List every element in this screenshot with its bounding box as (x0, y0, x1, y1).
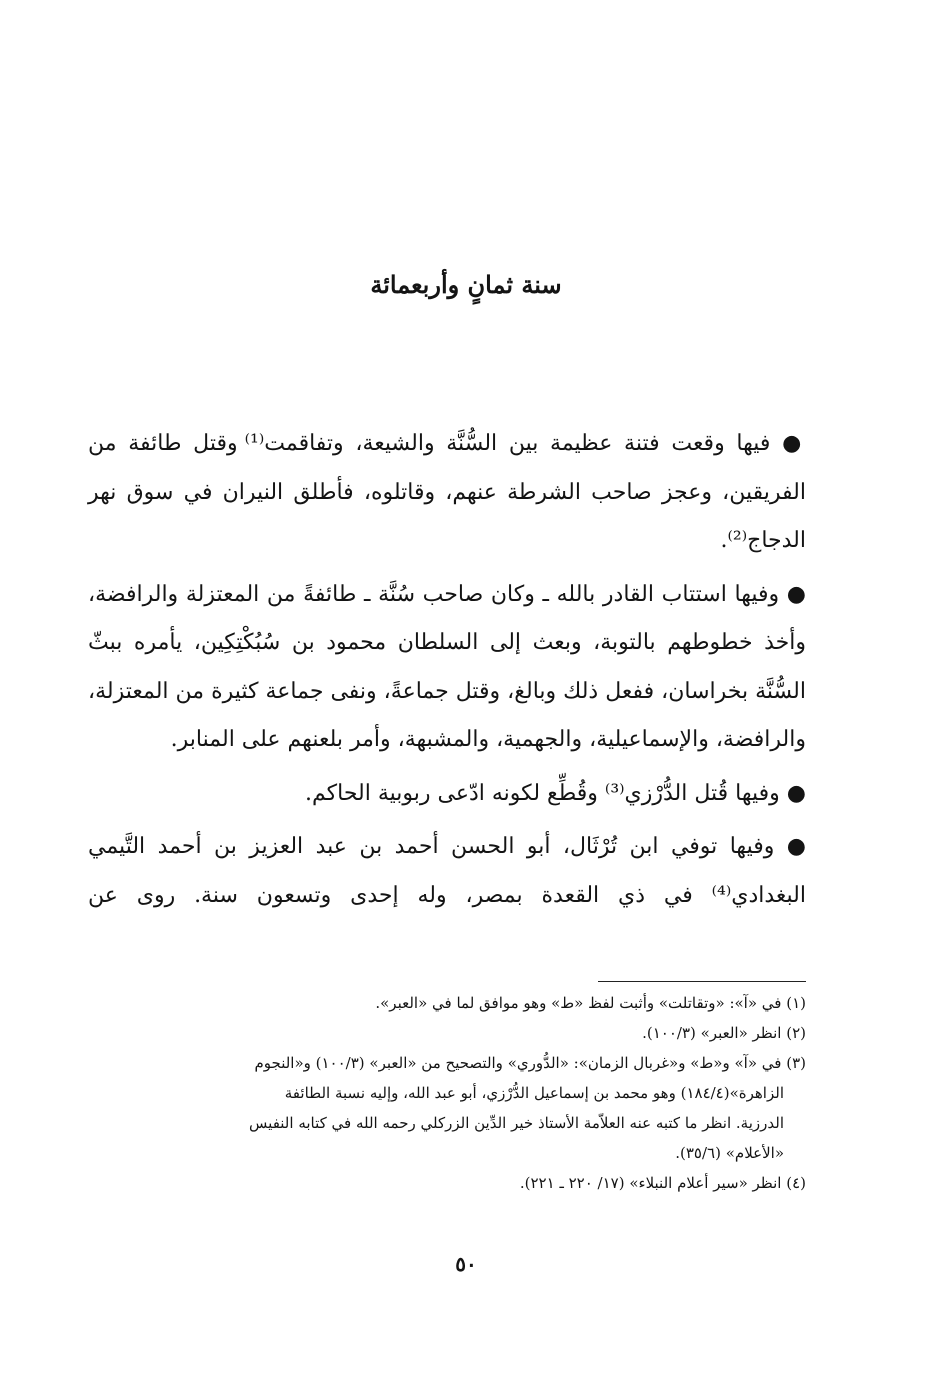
chapter-title: سنة ثمانٍ وأربعمائة (370, 270, 562, 299)
footnote-3: (٣) في «آ» و«ط» و«غربال الزمان»: «الدُّوري» والتصحيح من «العبر» (١٠٠/٣) و«النجوم (254, 1054, 806, 1072)
footnote-3-line-3: الدرزية. انظر ما كتبه عنه العلاّمة الأستاذ خير الدِّين الزركلي رحمه الله في كتابه النفيس (249, 1114, 784, 1132)
footnote-3-line-2: الزاهرة»(١٨٤/٤) وهو محمد بن إسماعيل الدُّرْزي، أبو عبد الله، وإليه نسبة الطائفة (284, 1084, 784, 1102)
paragraph-3: ● وفيها قُتل الدُّرْزي⁽³⁾ وقُطِّع لكونه ادّعى ربوبية الحاكم. (305, 780, 806, 806)
main-text (88, 420, 806, 925)
page-number: ٥٠ (455, 1252, 477, 1276)
footnotes (88, 988, 806, 1198)
footnote-divider (598, 981, 806, 982)
paragraph-4: ● وفيها توفي ابن تُرْثَال، أبو الحسن أحمد بن عبد العزيز بن أحمد التَّيمي البغدادي⁽⁴⁾ في ذي القعدة بمصر، وله إحدى وتسعون سنة. روى عن (88, 834, 806, 908)
paragraph-1: ● فيها وقعت فتنة عظيمة بين السُّنَّة والشيعة، وتفاقمت⁽¹⁾ وقتل طائفة من الفريقين، وعجز صاحب الشرطة عنهم، وقاتلوه، فأطلق النيران في سوق نهر الدجاج⁽²⁾. (88, 431, 806, 553)
paragraph-2: ● وفيها استتاب القادر بالله ـ وكان صاحب سُنَّة ـ طائفةً من المعتزلة والرافضة، وأخذ خطوطهم بالتوبة، وبعث إلى السلطان محمود بن سُبُكْتِكِين، يأمره ببثّ السُّنَّة بخراسان، ففعل ذلك وبالغ، وقتل جماعةً، ونفى جماعة كثيرة من المعتزلة، والرافضة، والإسماعيلية، والجهمية، والمشبهة، وأمر بلعنهم على المنابر. (88, 581, 806, 752)
footnote-1: (١) في «آ»: «وتقاتلت» وأثبت لفظ «ط» وهو موافق لما في «العبر». (375, 994, 806, 1012)
footnote-3-line-4: «الأعلام» (٣٥/٦). (675, 1144, 784, 1162)
footnote-4: (٤) انظر «سير أعلام النبلاء» (١٧/ ٢٢٠ ـ ٢٢١). (519, 1174, 806, 1192)
footnote-2: (٢) انظر «العبر» (١٠٠/٣). (642, 1024, 806, 1042)
